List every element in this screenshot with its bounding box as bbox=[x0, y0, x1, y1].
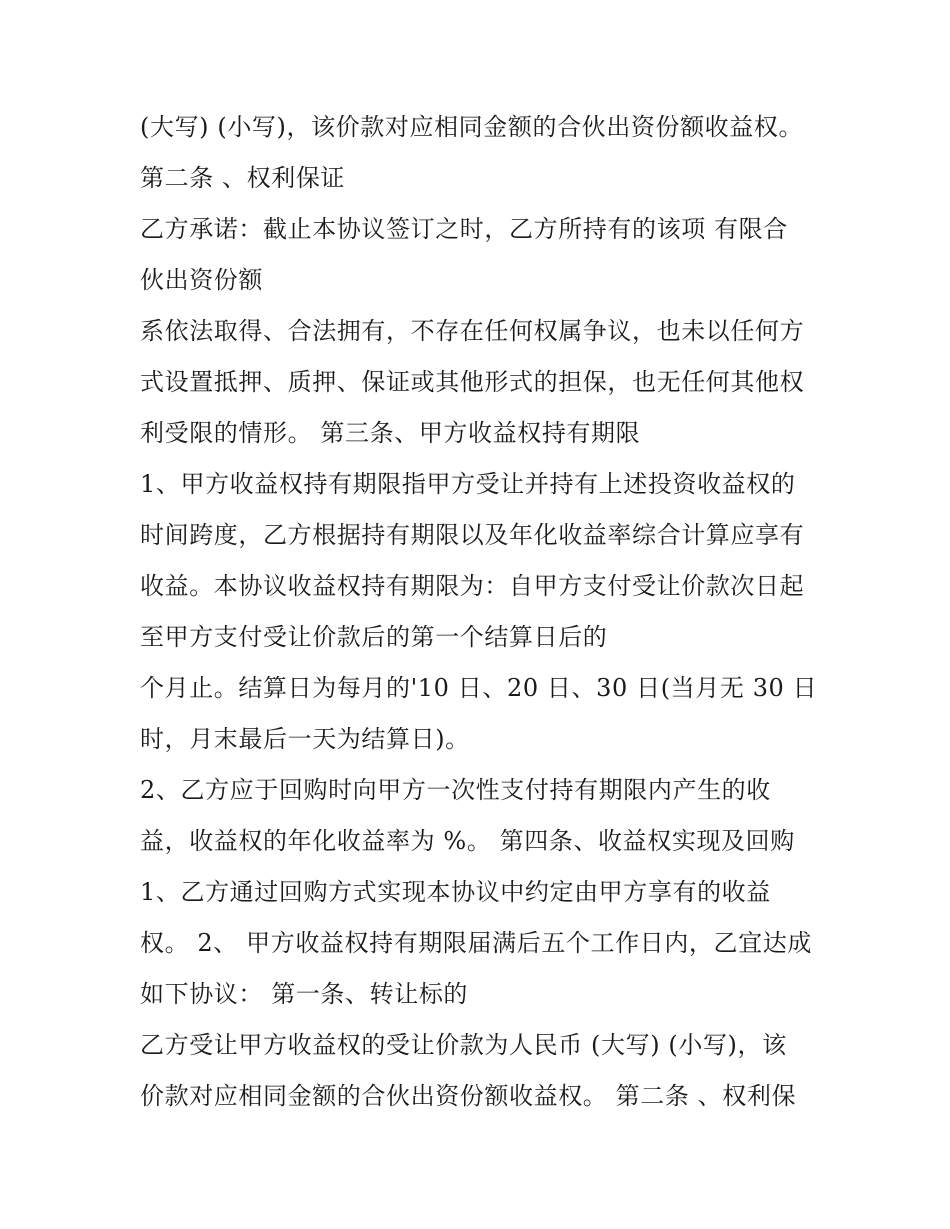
text-line: 1、乙方通过回购方式实现本协议中约定由甲方享有的收益 bbox=[140, 878, 771, 906]
text-line: 乙方承诺：截止本协议签订之时，乙方所持有的该项 有限合 bbox=[140, 215, 788, 243]
text-line: (大写) (小写)，该价款对应相同金额的合伙出资份额收益权。 bbox=[140, 113, 804, 141]
text-line: 乙方受让甲方收益权的受让价款为人民币 (大写) (小写)，该 bbox=[140, 1031, 787, 1059]
text-line: 伙出资份额 bbox=[140, 266, 263, 294]
text-line: 系依法取得、合法拥有，不存在任何权属争议，也未以任何方 bbox=[140, 317, 805, 345]
text-line: 益，收益权的年化收益率为 %。 第四条、收益权实现及回购 bbox=[140, 827, 795, 855]
text-line: 如下协议： 第一条、转让标的 bbox=[140, 980, 469, 1008]
text-line: 权。 2、 甲方收益权持有期限届满后五个工作日内，乙宜达成 bbox=[140, 929, 812, 957]
text-line: 时间跨度，乙方根据持有期限以及年化收益率综合计算应享有 bbox=[140, 521, 805, 549]
text-line: 至甲方支付受让价款后的第一个结算日后的 bbox=[140, 623, 608, 651]
text-line: 2、乙方应于回购时向甲方一次性支付持有期限内产生的收 bbox=[140, 776, 771, 804]
text-line: 式设置抵押、质押、保证或其他形式的担保，也无任何其他权 bbox=[140, 368, 805, 396]
text-line: 时，月末最后一天为结算日)。 bbox=[140, 725, 470, 753]
document-body bbox=[140, 102, 830, 1122]
text-line: 1、甲方收益权持有期限指甲方受让并持有上述投资收益权的 bbox=[140, 470, 796, 498]
text-line: 利受限的情形。 第三条、甲方收益权持有期限 bbox=[140, 419, 641, 447]
section-heading: 第二条 、权利保证 bbox=[140, 164, 346, 192]
text-line: 个月止。结算日为每月的'10 日、20 日、30 日(当月无 30 日 bbox=[140, 674, 818, 702]
text-line: 收益。本协议收益权持有期限为：自甲方支付受让价款次日起 bbox=[140, 572, 805, 600]
text-line: 价款对应相同金额的合伙出资份额收益权。 第二条 、权利保 bbox=[140, 1082, 797, 1110]
